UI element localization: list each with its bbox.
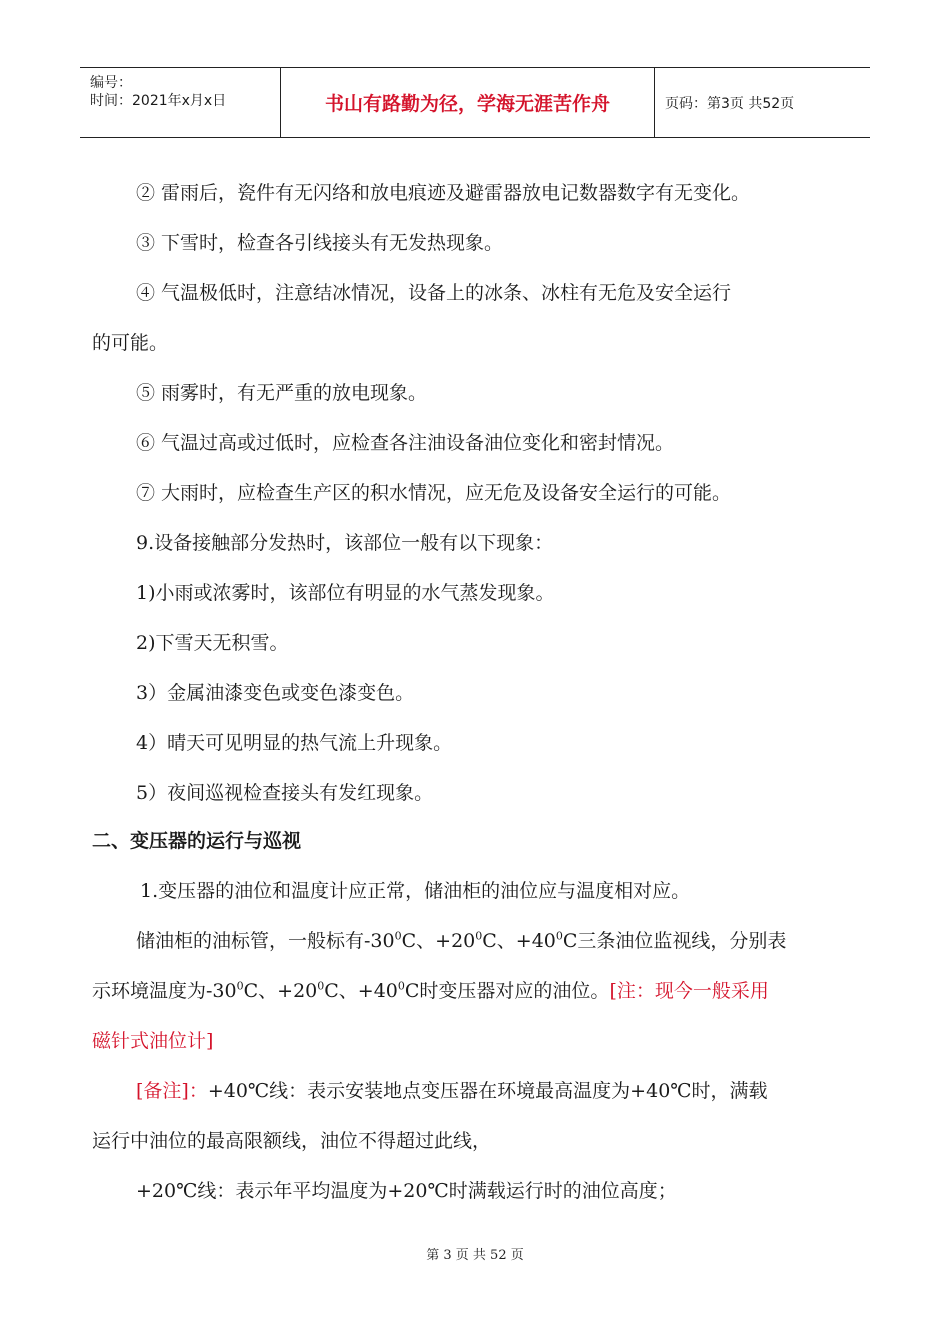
body-line: +20℃线：表示年平均温度为+20℃时满载运行时的油位高度； bbox=[136, 1180, 677, 1202]
body-line: 的可能。 bbox=[92, 332, 169, 354]
header-motto: 书山有路勤为径，学海无涯苦作舟 bbox=[324, 93, 610, 115]
time-label: 时间：2021年x月x日 bbox=[90, 93, 227, 109]
body-line: 9.设备接触部分发热时，该部位一般有以下现象： bbox=[136, 532, 554, 554]
remark-label: [备注]： bbox=[136, 1080, 208, 1102]
note-red: [注：现今一般采用 bbox=[609, 980, 769, 1002]
body-line: ④ 气温极低时，注意结冰情况，设备上的冰条、冰柱有无危及安全运行 bbox=[136, 282, 732, 304]
body-line: ③ 下雪时，检查各引线接头有无发热现象。 bbox=[136, 232, 504, 254]
body-line: [备注]：+40℃线：表示安装地点变压器在环境最高温度为+40℃时，满载 bbox=[136, 1080, 768, 1102]
section-heading: 二、变压器的运行与巡视 bbox=[92, 830, 302, 852]
body-line: 1)小雨或浓雾时，该部位有明显的水气蒸发现象。 bbox=[136, 582, 555, 604]
header-page-label: 页码：第3页 共52页 bbox=[665, 95, 795, 112]
note-red: 磁针式油位计] bbox=[92, 1030, 214, 1052]
page-footer: 第 3 页 共 52 页 bbox=[426, 1248, 524, 1263]
body-line: ⑦ 大雨时，应检查生产区的积水情况，应无危及设备安全运行的可能。 bbox=[136, 482, 732, 504]
body-line: 运行中油位的最高限额线，油位不得超过此线， bbox=[92, 1130, 492, 1152]
header-divider bbox=[654, 68, 655, 137]
header-meta bbox=[80, 68, 280, 137]
body-line: ⑤ 雨雾时，有无严重的放电现象。 bbox=[136, 382, 428, 404]
body-line: 储油柜的油标管，一般标有$-30^0C$、$+20^0C$、$+40^0C$三条油位监视线，分别表 bbox=[136, 929, 787, 952]
body-line: 示环境温度为$-30^0C$、$+20^0C$、$+40^0C$时变压器对应的油位。[注：现今一般采用 bbox=[92, 979, 769, 1002]
body-line: 4）晴天可见明显的热气流上升现象。 bbox=[136, 732, 453, 754]
body-line: ⑥ 气温过高或过低时，应检查各注油设备油位变化和密封情况。 bbox=[136, 432, 675, 454]
number-label: 编号： bbox=[90, 75, 132, 91]
body-line: 5）夜间巡视检查接头有发红现象。 bbox=[136, 782, 434, 804]
body-line: ② 雷雨后，瓷件有无闪络和放电痕迹及避雷器放电记数器数字有无变化。 bbox=[136, 182, 751, 204]
body-line: 3）金属油漆变色或变色漆变色。 bbox=[136, 682, 415, 704]
body-line: 2)下雪天无积雪。 bbox=[136, 632, 289, 654]
body-line: 1.变压器的油位和温度计应正常，储油柜的油位应与温度相对应。 bbox=[140, 880, 691, 902]
header-table bbox=[80, 67, 870, 138]
